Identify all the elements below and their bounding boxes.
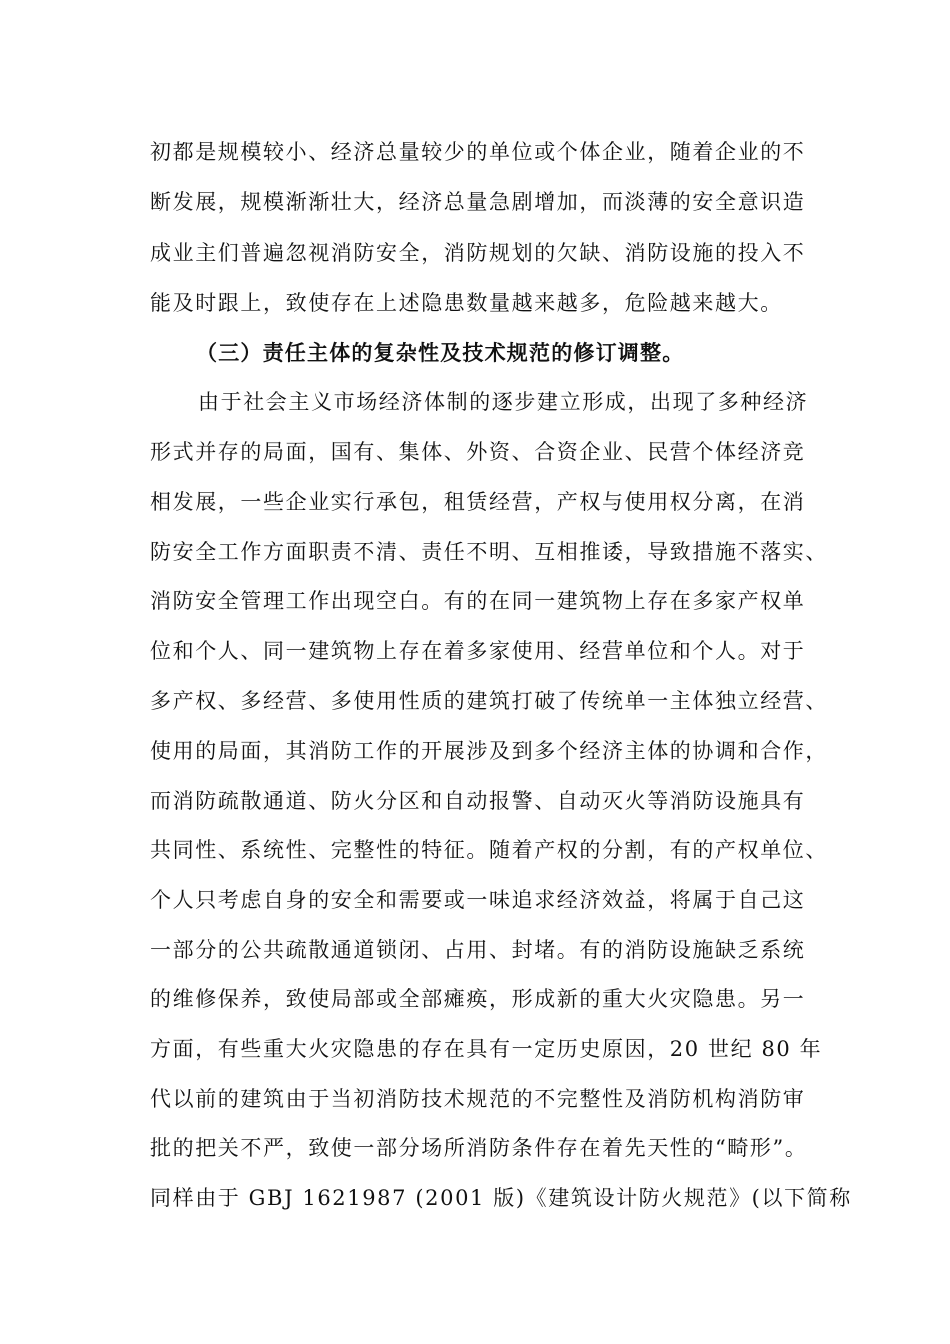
text-line: 使用的局面，其消防工作的开展涉及到多个经济主体的协调和合作， bbox=[150, 739, 828, 763]
text-line: 的维修保养，致使局部或全部瘫痪，形成新的重大火灾隐患。另一 bbox=[150, 987, 806, 1011]
text-line: 代以前的建筑由于当初消防技术规范的不完整性及消防机构消防审 bbox=[150, 1087, 806, 1111]
text-line: 形式并存的局面，国有、集体、外资、合资企业、民营个体经济竞 bbox=[150, 440, 806, 464]
text-line: 由于社会主义市场经济体制的逐步建立形成，出现了多种经济 bbox=[198, 390, 809, 414]
text-line: 能及时跟上，致使存在上述隐患数量越来越多，危险越来越大。 bbox=[150, 291, 783, 315]
text-line: 断发展，规模渐渐壮大，经济总量急剧增加，而淡薄的安全意识造 bbox=[150, 190, 806, 214]
text-line: 而消防疏散通道、防火分区和自动报警、自动灭火等消防设施具有 bbox=[150, 789, 806, 813]
text-line: 成业主们普遍忽视消防安全，消防规划的欠缺、消防设施的投入不 bbox=[150, 241, 806, 265]
text-line: 批的把关不严，致使一部分场所消防条件存在着先天性的“畸形”。 bbox=[150, 1136, 808, 1160]
text-line: 多产权、多经营、多使用性质的建筑打破了传统单一主体独立经营、 bbox=[150, 689, 828, 713]
text-line: 同样由于 GBJ 1621987 (2001 版)《建筑设计防火规范》(以下简称 bbox=[150, 1186, 852, 1210]
text-line: 防安全工作方面职责不清、责任不明、互相推诿，导致措施不落实、 bbox=[150, 540, 828, 564]
text-line: 位和个人、同一建筑物上存在着多家使用、经营单位和个人。对于 bbox=[150, 639, 806, 663]
text-line: 消防安全管理工作出现空白。有的在同一建筑物上存在多家产权单 bbox=[150, 589, 806, 613]
text-line: 相发展，一些企业实行承包，租赁经营，产权与使用权分离，在消 bbox=[150, 490, 806, 514]
text-line: 方面，有些重大火灾隐患的存在具有一定历史原因，20 世纪 80 年 bbox=[150, 1037, 823, 1061]
text-line: 一部分的公共疏散通道锁闭、占用、封堵。有的消防设施缺乏系统 bbox=[150, 938, 806, 962]
text-line: 初都是规模较小、经济总量较少的单位或个体企业，随着企业的不 bbox=[150, 140, 806, 164]
section-heading: （三）责任主体的复杂性及技术规范的修订调整。 bbox=[196, 341, 685, 365]
text-line: 个人只考虑自身的安全和需要或一味追求经济效益，将属于自己这 bbox=[150, 888, 806, 912]
text-line: 共同性、系统性、完整性的特征。随着产权的分割，有的产权单位、 bbox=[150, 838, 828, 862]
